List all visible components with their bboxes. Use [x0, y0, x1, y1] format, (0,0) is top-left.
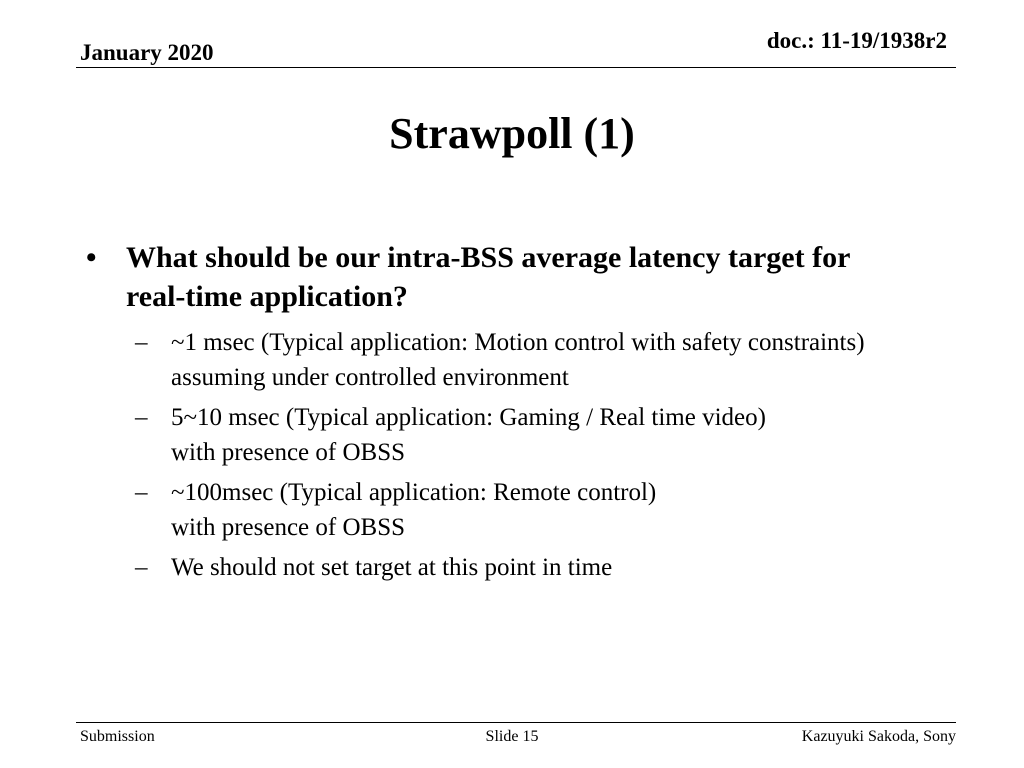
question-line: real-time application? [126, 280, 408, 313]
header-date: January 2020 [80, 40, 214, 65]
option-item [80, 475, 980, 545]
option-item [80, 550, 980, 585]
option-line: with presence of OBSS [171, 439, 405, 466]
strawpoll-options [80, 325, 980, 585]
footer-slide-number: Slide 15 [485, 728, 539, 745]
header-doc-id: doc.: 11-19/1938r2 [766, 28, 947, 53]
slide-title: Strawpoll (1) [389, 109, 635, 158]
option-line: assuming under controlled environment [171, 364, 569, 391]
strawpoll-question [80, 238, 980, 316]
option-line: ~1 msec (Typical application: Motion control with safety constraints) [171, 329, 865, 356]
slide-body [80, 238, 980, 585]
footer-divider [76, 722, 956, 723]
bullet-icon: • [86, 241, 97, 274]
option-line: 5~10 msec (Typical application: Gaming / Real time video) [171, 404, 766, 431]
dash-icon: – [135, 479, 148, 506]
option-item [80, 325, 980, 395]
option-line: with presence of OBSS [171, 514, 405, 541]
footer-author: Kazuyuki Sakoda, Sony [801, 728, 956, 745]
dash-icon: – [135, 554, 148, 581]
option-line: We should not set target at this point in time [171, 554, 613, 581]
option-line: ~100msec (Typical application: Remote control) [171, 479, 657, 506]
footer-submission: Submission [80, 728, 155, 745]
dash-icon: – [135, 329, 148, 356]
question-line: What should be our intra-BSS average latency target for [126, 241, 851, 274]
dash-icon: – [135, 404, 148, 431]
header-divider [76, 67, 956, 68]
option-item [80, 400, 980, 470]
